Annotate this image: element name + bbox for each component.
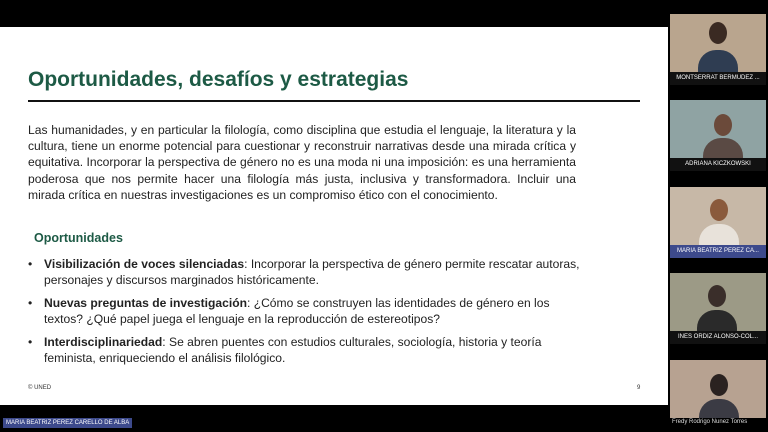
person-body xyxy=(703,138,743,160)
person-body xyxy=(699,224,739,246)
slide-footer-copyright: © UNED xyxy=(28,385,52,391)
bullet-icon: • xyxy=(28,335,33,349)
participant-name: INES ORDIZ ALONSO-COL... xyxy=(670,331,766,344)
video-feed xyxy=(670,273,766,331)
person-body xyxy=(697,310,737,332)
intro-paragraph: Las humanidades, y en particular la filología, como disciplina que estudia el lenguaje, la literatura y la cultura, tiene un enorme potencial para cuestionar y reconstruir narrativas desde una mirada crítica y equitativa. Incorporar la perspectiva de género no es una moda ni una imposición: es una herramienta poderosa que nos permite hacer una filología más justa, inclusiva y transformadora. Incluir una mirada crítica en nuestras investigaciones es un compromiso ético con el conocimiento. xyxy=(28,123,576,202)
bullet-title: Interdisciplinariedad xyxy=(44,335,163,349)
participant-tile[interactable] xyxy=(670,100,766,171)
person-icon xyxy=(710,374,728,396)
list-item xyxy=(28,256,588,288)
bullet-text: : Incorporar la perspectiva de género permite rescatar autoras, personajes y discursos marginados históricamente. xyxy=(44,257,580,287)
section-heading: Oportunidades xyxy=(34,231,123,245)
video-feed xyxy=(670,187,766,245)
person-body xyxy=(699,399,739,418)
bullet-title: Nuevas preguntas de investigación xyxy=(44,296,247,310)
active-speaker-label: MARIA BEATRIZ PEREZ CARELLO DE ALBA xyxy=(3,418,132,428)
bullet-text: : ¿Cómo se construyen las identidades de género en los textos? ¿Qué papel juega el lenguaje en la reproducción de estereotipos? xyxy=(44,296,550,326)
bullet-icon: • xyxy=(28,296,33,310)
participant-name: MONTSERRAT BERMUDEZ ... xyxy=(670,72,766,85)
opportunities-list xyxy=(28,256,588,373)
video-feed xyxy=(670,360,766,418)
person-icon xyxy=(714,114,732,136)
person-icon xyxy=(708,285,726,307)
bullet-title: Visibilización de voces silenciadas xyxy=(44,257,245,271)
title-divider xyxy=(28,100,640,102)
list-item xyxy=(28,295,588,327)
participant-tile[interactable] xyxy=(670,187,766,258)
person-icon xyxy=(709,22,727,44)
slide-title: Oportunidades, desafíos y estrategias xyxy=(28,68,409,91)
bullet-icon: • xyxy=(28,257,33,271)
participant-name: MARIA BEATRIZ PEREZ CA... xyxy=(670,245,766,258)
video-feed xyxy=(670,14,766,72)
video-feed xyxy=(670,100,766,158)
person-body xyxy=(698,50,738,72)
presentation-slide xyxy=(0,27,668,405)
participant-tile[interactable] xyxy=(670,14,766,85)
bullet-text: : Se abren puentes con estudios culturales, sociología, historia y teoría feminista, enriqueciendo el análisis filológico. xyxy=(44,335,542,365)
participant-tile[interactable] xyxy=(670,273,766,344)
participant-name-bottom: Fredy Rodrigo Nunez Torres xyxy=(672,419,748,425)
person-icon xyxy=(710,199,728,221)
slide-page-number: 9 xyxy=(637,385,641,391)
participant-name: ADRIANA KICZKOWSKI xyxy=(670,158,766,171)
participant-tile[interactable] xyxy=(670,360,766,418)
list-item xyxy=(28,334,588,366)
